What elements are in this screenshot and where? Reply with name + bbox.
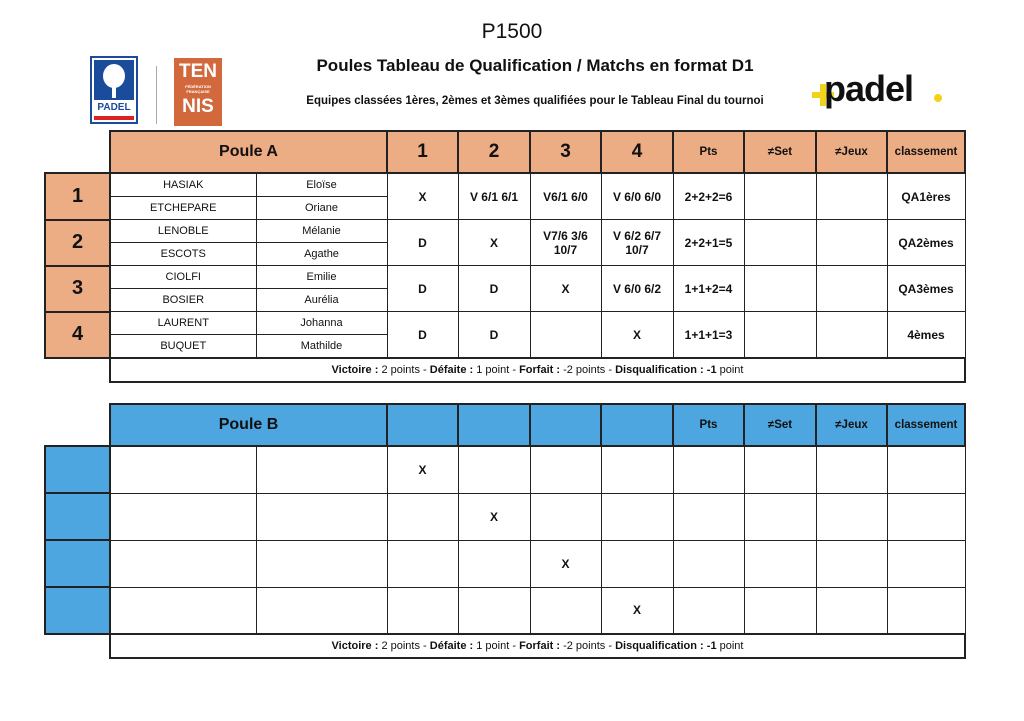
player-first-name: Oriane	[256, 197, 387, 220]
table-row	[45, 312, 965, 335]
games-diff-cell	[816, 587, 887, 634]
fft-tennis-logo	[174, 58, 222, 126]
result-cell	[530, 446, 601, 493]
result-cell: V 6/2 6/7 10/7	[601, 220, 673, 266]
player-first-name: Agathe	[256, 243, 387, 266]
result-cell: D	[387, 220, 458, 266]
result-cell: X	[530, 540, 601, 587]
table-row	[45, 446, 965, 493]
player-first-name: Aurélia	[256, 289, 387, 312]
games-diff-cell	[816, 312, 887, 359]
poule-a-header-row	[45, 131, 965, 173]
legend-row	[45, 634, 965, 658]
legend-separator: -	[512, 640, 517, 652]
qualification-info: Equipes classées 1ères, 2èmes et 3èmes qualifiées pour le Tableau Final du tournoi	[306, 95, 764, 107]
legend-disq-label: Disqualification :	[615, 640, 704, 652]
col-header-4: 4	[601, 131, 673, 173]
legend-defaite-label: Défaite :	[429, 640, 474, 652]
result-cell	[601, 493, 673, 540]
result-cell	[387, 587, 458, 634]
legend-separator: -	[423, 640, 427, 652]
col-header-2: 2	[458, 131, 530, 173]
table-row	[45, 493, 965, 540]
ranking-cell	[887, 493, 965, 540]
table-row	[45, 587, 965, 634]
ranking-cell	[887, 587, 965, 634]
legend-row	[45, 358, 965, 382]
legend-defaite-value: 1 point	[476, 640, 510, 652]
col-header-classement: classement	[887, 131, 965, 173]
points-cell	[673, 493, 744, 540]
col-header-4	[601, 404, 673, 446]
col-header-3: 3	[530, 131, 601, 173]
legend-victoire-label: Victoire :	[331, 364, 379, 376]
result-cell: V 6/0 6/2	[601, 266, 673, 312]
col-header-1: 1	[387, 131, 458, 173]
games-diff-cell	[816, 220, 887, 266]
legend-forfait-label: Forfait :	[519, 364, 561, 376]
padel-logo-text: padel	[824, 68, 914, 109]
legend-victoire-label: Victoire :	[331, 640, 379, 652]
set-diff-cell	[744, 220, 816, 266]
player-last-name: BOSIER	[110, 289, 256, 312]
player-last-name: BUQUET	[110, 335, 256, 359]
team-number: 4	[45, 312, 110, 359]
padel-logo-dot	[934, 94, 942, 102]
games-diff-cell	[816, 540, 887, 587]
player-names-cell	[110, 493, 256, 540]
player-last-name: ETCHEPARE	[110, 197, 256, 220]
legend-victoire-value: 2 points	[381, 640, 420, 652]
result-cell	[458, 446, 530, 493]
legend-disq-unit: point	[719, 640, 744, 652]
player-last-name: HASIAK	[110, 173, 256, 197]
legend-separator: -	[423, 364, 427, 376]
set-diff-cell	[744, 312, 816, 359]
table-row	[45, 540, 965, 587]
header-corner	[45, 131, 110, 173]
legend-disq-value: -1	[706, 640, 717, 652]
col-header-1	[387, 404, 458, 446]
result-cell: V 6/1 6/1	[458, 173, 530, 220]
result-cell: V6/1 6/0	[530, 173, 601, 220]
player-names-cell	[256, 587, 387, 634]
set-diff-cell	[744, 173, 816, 220]
legend-defaite-value: 1 point	[476, 364, 510, 376]
player-last-name: ESCOTS	[110, 243, 256, 266]
result-cell: X	[601, 312, 673, 359]
col-header-pts: Pts	[673, 404, 744, 446]
table-row	[45, 220, 965, 243]
player-first-name: Mathilde	[256, 335, 387, 359]
team-number	[45, 540, 110, 587]
legend-forfait-value: -2 points	[563, 640, 606, 652]
result-cell	[530, 587, 601, 634]
set-diff-cell	[744, 493, 816, 540]
tennis-logo-small: FÉDÉRATION FRANÇAISE	[185, 84, 211, 94]
player-names-cell	[256, 493, 387, 540]
col-header-set: ≠Set	[744, 404, 816, 446]
points-cell: 2+2+2=6	[673, 173, 744, 220]
logo-divider	[156, 66, 157, 124]
ranking-cell: 4èmes	[887, 312, 965, 359]
result-cell	[530, 312, 601, 359]
result-cell: D	[458, 312, 530, 359]
team-number: 1	[45, 173, 110, 220]
table-row	[45, 173, 965, 197]
points-cell: 1+1+2=4	[673, 266, 744, 312]
result-cell: X	[458, 493, 530, 540]
result-cell: X	[601, 587, 673, 634]
col-header-jeux: ≠Jeux	[816, 131, 887, 173]
points-cell: 1+1+1=3	[673, 312, 744, 359]
legend-spacer	[45, 358, 110, 382]
result-cell	[601, 446, 673, 493]
team-number	[45, 493, 110, 540]
result-cell	[601, 540, 673, 587]
tennis-logo-line1: TEN	[179, 61, 217, 82]
points-cell	[673, 446, 744, 493]
player-names-cell	[256, 540, 387, 587]
legend-defaite-label: Défaite :	[429, 364, 474, 376]
result-cell: D	[387, 266, 458, 312]
player-first-name: Eloïse	[256, 173, 387, 197]
ranking-cell: QA2èmes	[887, 220, 965, 266]
player-last-name: LAURENT	[110, 312, 256, 335]
col-header-classement: classement	[887, 404, 965, 446]
games-diff-cell	[816, 493, 887, 540]
games-diff-cell	[816, 266, 887, 312]
tennis-logo-line2: NIS	[182, 96, 214, 117]
col-header-2	[458, 404, 530, 446]
player-last-name: LENOBLE	[110, 220, 256, 243]
poule-a-title: Poule A	[110, 131, 387, 173]
ranking-cell: QA1ères	[887, 173, 965, 220]
result-cell	[530, 493, 601, 540]
result-cell: V7/6 3/6 10/7	[530, 220, 601, 266]
result-cell	[458, 587, 530, 634]
fft-padel-logo	[90, 56, 138, 124]
points-cell: 2+2+1=5	[673, 220, 744, 266]
set-diff-cell	[744, 587, 816, 634]
result-cell: X	[530, 266, 601, 312]
legend-forfait-value: -2 points	[563, 364, 606, 376]
legend-disq-value: -1	[706, 364, 717, 376]
team-number: 3	[45, 266, 110, 312]
scoring-legend	[110, 358, 965, 382]
page-title: P1500	[481, 20, 543, 43]
page-subtitle: Poules Tableau de Qualification / Matchs en format D1	[316, 56, 754, 75]
header-corner	[45, 404, 110, 446]
legend-separator: -	[608, 364, 613, 376]
result-cell	[387, 493, 458, 540]
fft-logo-text: PADEL	[97, 102, 131, 113]
result-cell	[458, 540, 530, 587]
poule-b-header-row	[45, 404, 965, 446]
points-cell	[673, 540, 744, 587]
player-first-name: Emilie	[256, 266, 387, 289]
player-names-cell	[110, 446, 256, 493]
result-cell: X	[458, 220, 530, 266]
ranking-cell	[887, 446, 965, 493]
team-number: 2	[45, 220, 110, 266]
result-cell	[387, 540, 458, 587]
legend-disq-label: Disqualification :	[615, 364, 704, 376]
set-diff-cell	[744, 446, 816, 493]
table-row	[45, 266, 965, 289]
poule-b-title: Poule B	[110, 404, 387, 446]
col-header-3	[530, 404, 601, 446]
games-diff-cell	[816, 173, 887, 220]
player-names-cell	[110, 587, 256, 634]
player-first-name: Mélanie	[256, 220, 387, 243]
player-last-name: CIOLFI	[110, 266, 256, 289]
legend-forfait-label: Forfait :	[519, 640, 561, 652]
legend-separator: -	[608, 640, 613, 652]
ranking-cell: QA3èmes	[887, 266, 965, 312]
legend-spacer	[45, 634, 110, 658]
poule-a-table	[44, 130, 966, 383]
result-cell: D	[387, 312, 458, 359]
col-header-jeux: ≠Jeux	[816, 404, 887, 446]
set-diff-cell	[744, 540, 816, 587]
points-cell	[673, 587, 744, 634]
ranking-cell	[887, 540, 965, 587]
col-header-set: ≠Set	[744, 131, 816, 173]
team-number	[45, 587, 110, 634]
padel-brand-logo	[812, 68, 952, 112]
result-cell: X	[387, 446, 458, 493]
legend-separator: -	[512, 364, 517, 376]
set-diff-cell	[744, 266, 816, 312]
games-diff-cell	[816, 446, 887, 493]
result-cell: X	[387, 173, 458, 220]
poule-b-table	[44, 403, 966, 659]
player-first-name: Johanna	[256, 312, 387, 335]
legend-disq-unit: point	[719, 364, 744, 376]
team-number	[45, 446, 110, 493]
scoring-legend	[110, 634, 965, 658]
legend-victoire-value: 2 points	[381, 364, 420, 376]
result-cell: D	[458, 266, 530, 312]
col-header-pts: Pts	[673, 131, 744, 173]
player-names-cell	[256, 446, 387, 493]
player-names-cell	[110, 540, 256, 587]
result-cell: V 6/0 6/0	[601, 173, 673, 220]
